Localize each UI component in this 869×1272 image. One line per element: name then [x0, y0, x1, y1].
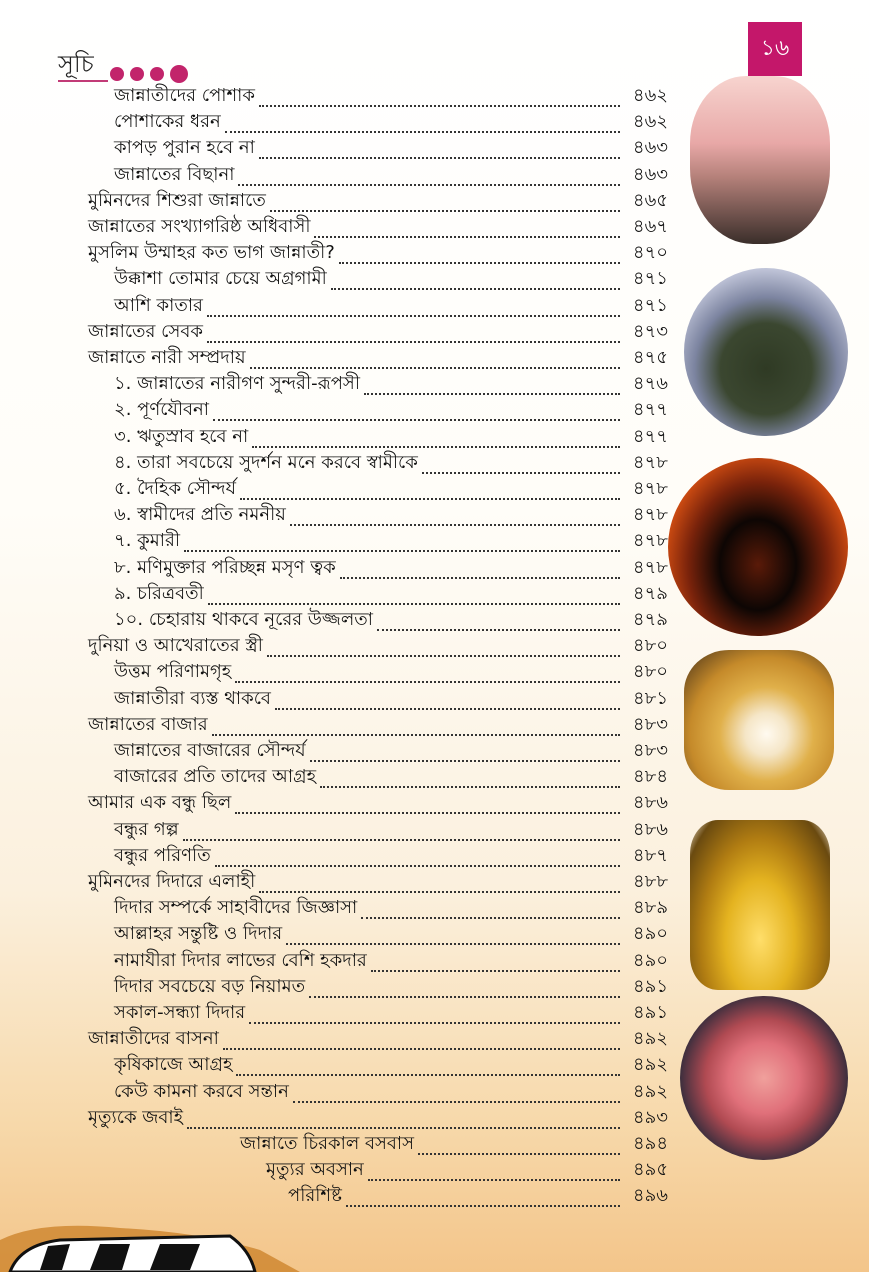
toc-entry-title: কাপড় পুরান হবে না — [114, 137, 255, 159]
dot-leader — [418, 1153, 620, 1155]
toc-entry-title: জান্নাতীদের বাসনা — [88, 1028, 219, 1050]
dot-leader — [339, 262, 620, 264]
dot-leader — [368, 1179, 620, 1181]
toc-entry-page: ৪৯৫ — [632, 1159, 668, 1181]
toc-entry-page: ৪৯৪ — [632, 1133, 668, 1154]
toc-entry-title: কেউ কামনা করবে সন্তান — [114, 1080, 289, 1102]
toc-entry-title: ২. পূর্ণযৌবনা — [114, 399, 209, 421]
toc-entry-page: ৪৯২ — [632, 1028, 668, 1050]
toc-entry-page: ৪৬৩ — [632, 137, 668, 159]
dot-leader — [207, 341, 620, 343]
toc-entry-title: ৩. ঋতুস্রাব হবে না — [114, 425, 249, 447]
toc-entry-page: ৪৮৯ — [632, 897, 668, 919]
toc-entry — [114, 1080, 668, 1108]
fire-path-image — [668, 458, 848, 636]
toc-entry-page: ৪৭৮ — [632, 478, 668, 499]
dot-icon — [110, 67, 124, 81]
toc-entry-page: ৪৯১ — [632, 1002, 668, 1023]
toc-entry-title: ৯. চরিত্রবতী — [114, 582, 204, 604]
toc-entry-page: ৪৮৩ — [632, 713, 668, 735]
toc-entry-title: নামাযীরা দিদার লাভের বেশি হকদার — [114, 949, 367, 971]
pearl-shell-image — [684, 650, 834, 790]
toc-entry-title: জান্নাতে নারী সম্প্রদায় — [88, 347, 246, 368]
golden-vessels-image — [690, 820, 830, 990]
toc-heading: সূচি — [58, 50, 94, 78]
toc-entry-page: ৪৭৮ — [632, 556, 668, 578]
dot-leader — [259, 105, 620, 107]
dot-leader — [270, 210, 620, 212]
toc-entry-title: দিদার সবচেয়ে বড় নিয়ামত — [114, 975, 306, 997]
toc-entry-title: কৃষিকাজে আগ্রহ — [114, 1054, 233, 1076]
dot-leader — [240, 498, 620, 500]
toc-entry-page: ৪৯৩ — [632, 1106, 668, 1128]
toc-entry-page: ৪৭৫ — [632, 347, 668, 368]
toc-entry-page: ৪৮০ — [632, 635, 668, 657]
dot-leader — [290, 524, 620, 526]
toc-entry-page: ৪৭৩ — [632, 320, 668, 342]
toc-entry-title: মুমিনদের দিদারে এলাহী — [88, 871, 256, 892]
dot-leader — [309, 996, 620, 998]
toc-entry-title: জান্নাতের বাজারের সৌন্দর্য — [114, 740, 306, 761]
toc-entry-page: ৪৮৬ — [632, 818, 668, 840]
toc-entry-title: মুমিনদের শিশুরা জান্নাতে — [88, 189, 266, 211]
dot-leader — [215, 865, 620, 867]
toc-entry-page: ৪৬৭ — [632, 216, 668, 237]
toc-entry-title: জান্নাতে চিরকাল বসবাস — [240, 1133, 415, 1154]
toc-entry-page: ৪৬৩ — [632, 163, 668, 185]
dot-leader — [183, 839, 620, 841]
dot-leader — [213, 419, 620, 421]
toc-entry-title: ৪. তারা সবচেয়ে সুদর্শন মনে করবে স্বামীকে — [114, 451, 418, 473]
toc-entry-title: জান্নাতের সেবক — [88, 320, 203, 342]
toc-entry-page: ৪৭৬ — [632, 373, 668, 395]
toc-entry-title: পরিশিষ্ট — [288, 1185, 342, 1207]
toc-entry-page: ৪৭৮ — [632, 504, 668, 526]
toc-entry-title: উক্কাশা তোমার চেয়ে অগ্রগামী — [114, 268, 327, 290]
dot-leader — [259, 157, 620, 159]
dot-leader — [225, 131, 620, 133]
dot-leader — [238, 184, 620, 186]
tree-image — [684, 268, 848, 436]
toc-entry-page: ৪৭৯ — [632, 609, 668, 630]
dot-leader — [275, 708, 620, 710]
toc-entry-title: আশি কাতার — [114, 294, 203, 316]
toc-entry-title: জান্নাতীদের পোশাক — [114, 85, 255, 106]
dot-leader — [364, 393, 620, 395]
toc-entry-title: উত্তম পরিণামগৃহ — [114, 661, 232, 683]
toc-entry-title: ৭. কুমারী — [114, 530, 181, 552]
toc-entry-page: ৪৭১ — [632, 294, 668, 316]
dot-leader — [267, 655, 620, 657]
toc-entry-title: আল্লাহর সন্তুষ্টি ও দিদার — [114, 923, 283, 945]
toc-entry-page: ৪৯২ — [632, 1054, 668, 1076]
toc-entry-title: জান্নাতের বিছানা — [114, 163, 235, 185]
toc-entry-title: বন্ধুর গল্প — [114, 818, 179, 840]
dot-leader — [249, 1022, 620, 1024]
toc-entry-page: ৪৮১ — [632, 687, 668, 709]
toc-entry — [288, 1185, 668, 1212]
dot-leader — [422, 472, 620, 474]
dot-leader — [223, 1048, 620, 1050]
dot-leader — [361, 917, 620, 919]
dot-leader — [293, 1101, 620, 1103]
toc-entry-title: মৃত্যুর অবসান — [266, 1159, 364, 1181]
toc-entry-title: পোশাকের ধরন — [114, 111, 221, 133]
toc-entry-page: ৪৮৪ — [632, 766, 668, 788]
toc-entry-page: ৪৭০ — [632, 242, 668, 264]
toc-entry-title: সকাল-সন্ধ্যা দিদার — [114, 1002, 246, 1023]
dot-leader — [235, 681, 620, 683]
dot-icon — [150, 67, 164, 81]
dot-icon — [130, 67, 144, 81]
toc-entry-page: ৪৭৭ — [632, 399, 668, 421]
toc-entry-page: ৪৭৯ — [632, 582, 668, 604]
publisher-logo — [0, 1210, 300, 1272]
dot-leader — [320, 786, 620, 788]
toc-entry-title: ৫. দৈহিক সৌন্দর্য — [114, 478, 236, 499]
toc-entry-page: ৪৯১ — [632, 975, 668, 997]
toc-entry-page: ৪৮৭ — [632, 844, 668, 866]
toc-entry-title: আমার এক বন্ধু ছিল — [88, 792, 232, 814]
dot-leader — [310, 760, 620, 762]
toc-entry-title: মৃত্যুকে জবাই — [88, 1106, 183, 1128]
toc-entry-title: বাজারের প্রতি তাদের আগ্রহ — [114, 766, 317, 788]
dot-leader — [207, 315, 620, 317]
toc-entry-page: ৪৬৫ — [632, 189, 668, 211]
toc-entry-page: ৪৯৬ — [632, 1185, 668, 1207]
toc-entry-title: ১০. চেহারায় থাকবে নূরের উজ্জলতা — [114, 609, 373, 630]
dot-leader — [346, 1205, 620, 1207]
toc-entry-page: ৪৮৬ — [632, 792, 668, 814]
toc-entry-title: ৬. স্বামীদের প্রতি নমনীয় — [114, 504, 286, 526]
toc-entry-title: জান্নাতের সংখ্যাগরিষ্ঠ অধিবাসী — [88, 216, 311, 237]
toc-entry-page: ৪৭৮ — [632, 530, 668, 552]
dot-leader — [371, 970, 620, 972]
toc-entry-page: ৪৯২ — [632, 1080, 668, 1102]
dot-leader — [340, 577, 620, 579]
broken-clock-image — [680, 996, 848, 1160]
toc-entry-page: ৪৮৮ — [632, 871, 668, 892]
mosque-silhouette-image — [690, 76, 830, 244]
toc-entry-page: ৪৭১ — [632, 268, 668, 290]
toc-entry-title: ১. জান্নাতের নারীগণ সুন্দরী-রূপসী — [114, 373, 360, 395]
toc-entry-title: জান্নাতীরা ব্যস্ত থাকবে — [114, 687, 271, 709]
toc-entry-page: ৪৭৭ — [632, 425, 668, 447]
toc-entry — [114, 504, 668, 531]
toc-entry-page: ৪৯০ — [632, 923, 668, 945]
toc-entry-title: দিদার সম্পর্কে সাহাবীদের জিজ্ঞাসা — [114, 897, 358, 919]
toc-entry-page: ৪৮০ — [632, 661, 668, 683]
toc-entry-page: ৪৭৮ — [632, 451, 668, 473]
toc-entry-title: ৮. মণিমুক্তার পরিচ্ছন্ন মসৃণ ত্বক — [114, 556, 336, 578]
toc-entry-title: জান্নাতের বাজার — [88, 713, 208, 735]
toc-entry-title: দুনিয়া ও আখেরাতের স্ত্রী — [88, 635, 263, 657]
toc-entry-page: ৪৯০ — [632, 949, 668, 971]
dot-leader — [236, 1074, 620, 1076]
dot-leader — [331, 288, 620, 290]
toc-entry-page: ৪৬২ — [632, 111, 668, 133]
toc-entry-page: ৪৬২ — [632, 85, 668, 106]
toc-entry-page: ৪৮৩ — [632, 740, 668, 761]
page-number-badge: ১৬ — [748, 22, 802, 76]
heading-underline — [58, 80, 108, 82]
toc-entry-title: মুসলিম উম্মাহর কত ভাগ জান্নাতী? — [88, 242, 335, 264]
dot-leader — [314, 236, 620, 238]
dot-leader — [377, 629, 620, 631]
dot-leader — [235, 812, 620, 814]
toc-entry-title: বন্ধুর পরিণতি — [114, 844, 211, 866]
